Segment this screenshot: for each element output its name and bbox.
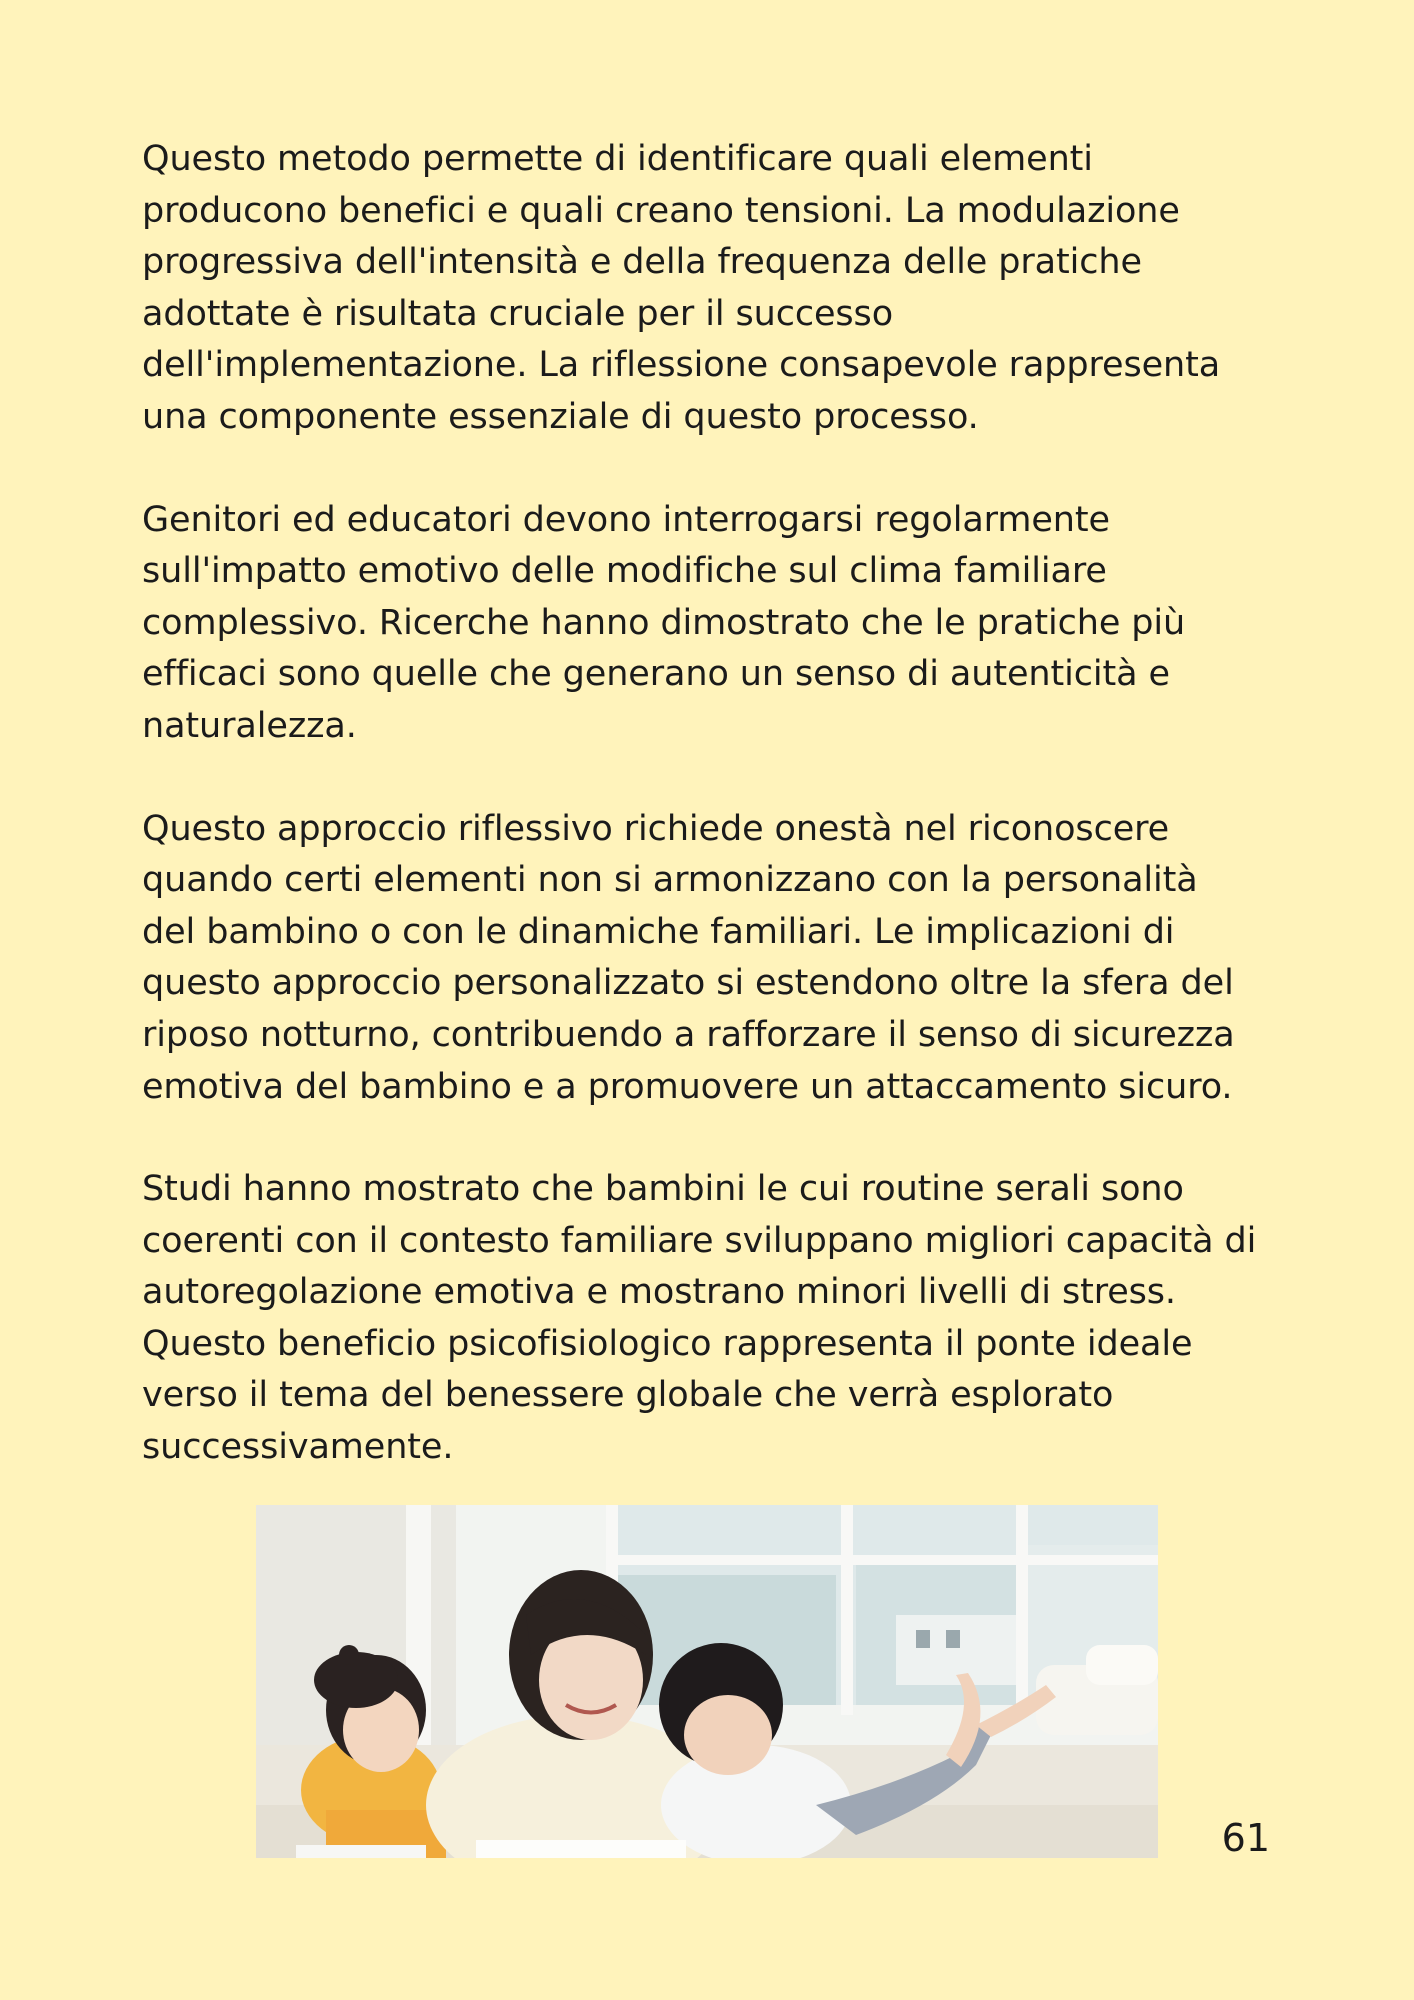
family-reading-photo [256,1505,1158,1858]
body-text [142,134,1292,1525]
paragraph-2: Genitori ed educatori devono interrogarsi regolarmente sull'impatto emotivo delle modifiche sul clima familiare complessivo. Ricerche hanno dimostrato che le pratiche più efficaci sono quelle che generano un senso di autenticità e naturalezza. [142,499,1186,746]
paragraph-1: Questo metodo permette di identificare quali elementi producono benefici e quali creano tensioni. La modulazione progressiva dell'intensità e della frequenza delle pratiche adottate è risultata cruciale per il successo dell'implementazione. La riflessione consapevole rappresenta una componente essenziale di questo processo. [142,139,1221,437]
paragraph-4: Studi hanno mostrato che bambini le cui routine serali sono coerenti con il contesto familiare sviluppano migliori capacità di autoregolazione emotiva e mostrano minori livelli di stress. Questo beneficio psicofisiologico rappresenta il ponte ideale verso il tema del benessere globale che verrà esplorato successivamente. [142,1169,1257,1468]
paragraph-3: Questo approccio riflessivo richiede onestà nel riconoscere quando certi elementi non si armonizzano con la personalità del bambino o con le dinamiche familiari. Le implicazioni di questo approccio personalizzato si estendono oltre la sfera del riposo notturno, contribuendo a rafforzare il senso di sicurezza emotiva del bambino e a promuovere un attaccamento sicuro. [142,808,1235,1107]
page-number: 61 [1221,1816,1270,1860]
family-reading-illustration [256,1505,1158,1858]
